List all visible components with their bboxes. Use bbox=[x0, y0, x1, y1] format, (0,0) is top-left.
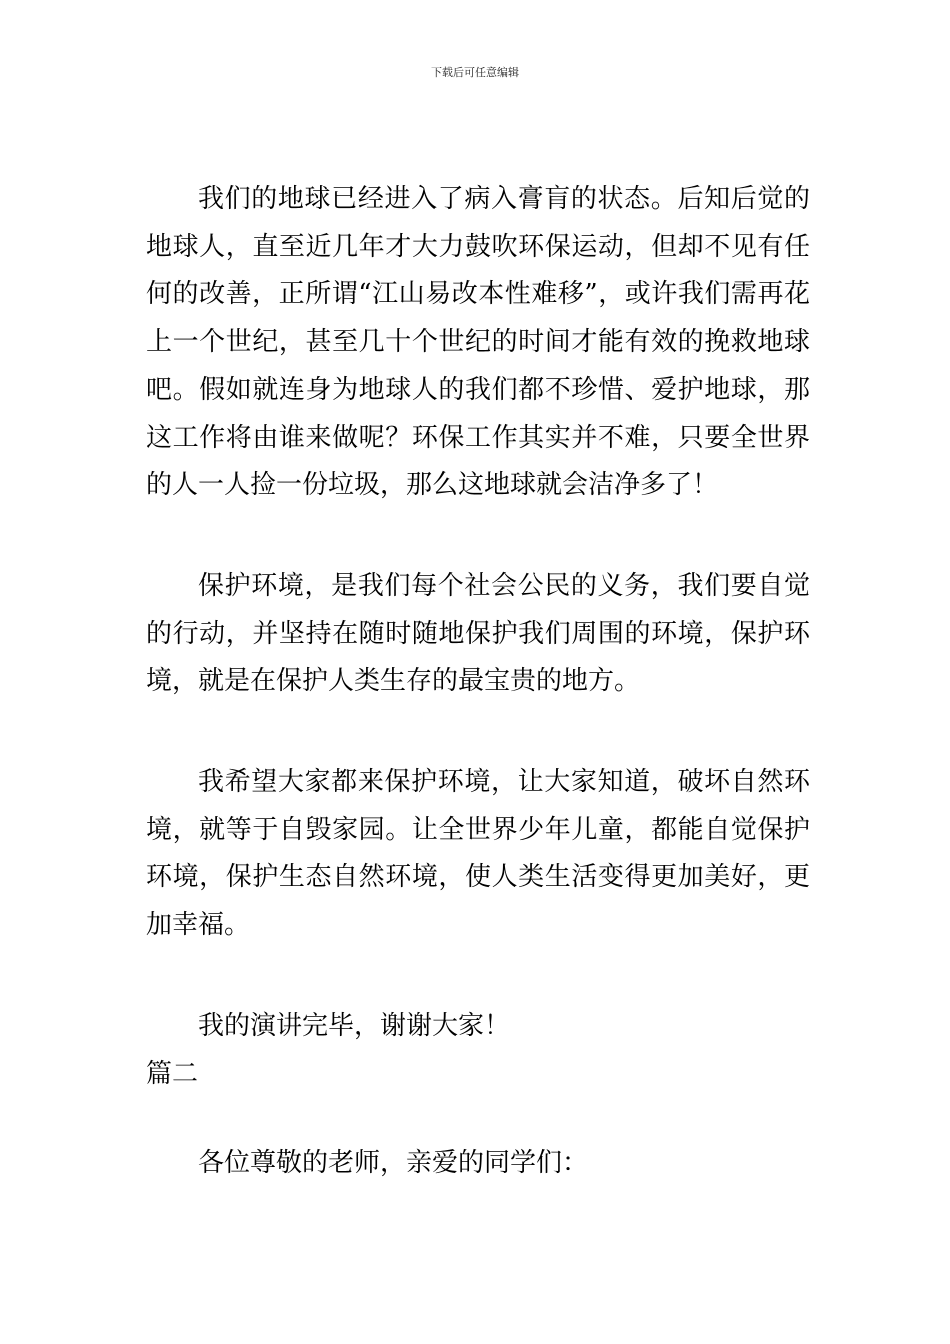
paragraph-hope: 我希望大家都来保护环境，让大家知道，破坏自然环境，就等于自毁家园。让全世界少年儿童，都能自觉保护环境，保护生态自然环境，使人类生活变得更加美好，更加幸福。 bbox=[146, 767, 810, 941]
section-heading: 篇二 bbox=[146, 1058, 199, 1089]
paragraph-citizen-duty: 保护环境，是我们每个社会公民的义务，我们要自觉的行动，并坚持在随时随地保护我们周围的环境，保护环境，就是在保护人类生存的最宝贵的地方。 bbox=[146, 570, 810, 697]
paragraph-spacer bbox=[146, 1098, 810, 1140]
paragraph-greeting: 各位尊敬的老师，亲爱的同学们： bbox=[198, 1148, 589, 1179]
paragraph-closing: 我的演讲完毕，谢谢大家！ bbox=[198, 1010, 511, 1041]
paragraph-spacer bbox=[146, 950, 810, 1003]
page-header-note: 下载后可任意编辑 bbox=[431, 66, 519, 79]
paragraph-spacer bbox=[146, 706, 810, 759]
paragraph-earth-state: 我们的地球已经进入了病入膏肓的状态。后知后觉的地球人，直至近几年才大力鼓吹环保运动，但却不见有任何的改善，正所谓“江山易改本性难移”，或许我们需再花上一个世纪，甚至几十个世纪的时间才能有效的挽救地球吧。假如就连身为地球人的我们都不珍惜、爱护地球，那这工作将由谁来做呢？环保工作其实并不难，只要全世界的人一人捡一份垃圾，那么这地球就会洁净多了！ bbox=[146, 184, 810, 501]
paragraph-spacer bbox=[146, 510, 810, 563]
document-body bbox=[146, 176, 810, 1188]
